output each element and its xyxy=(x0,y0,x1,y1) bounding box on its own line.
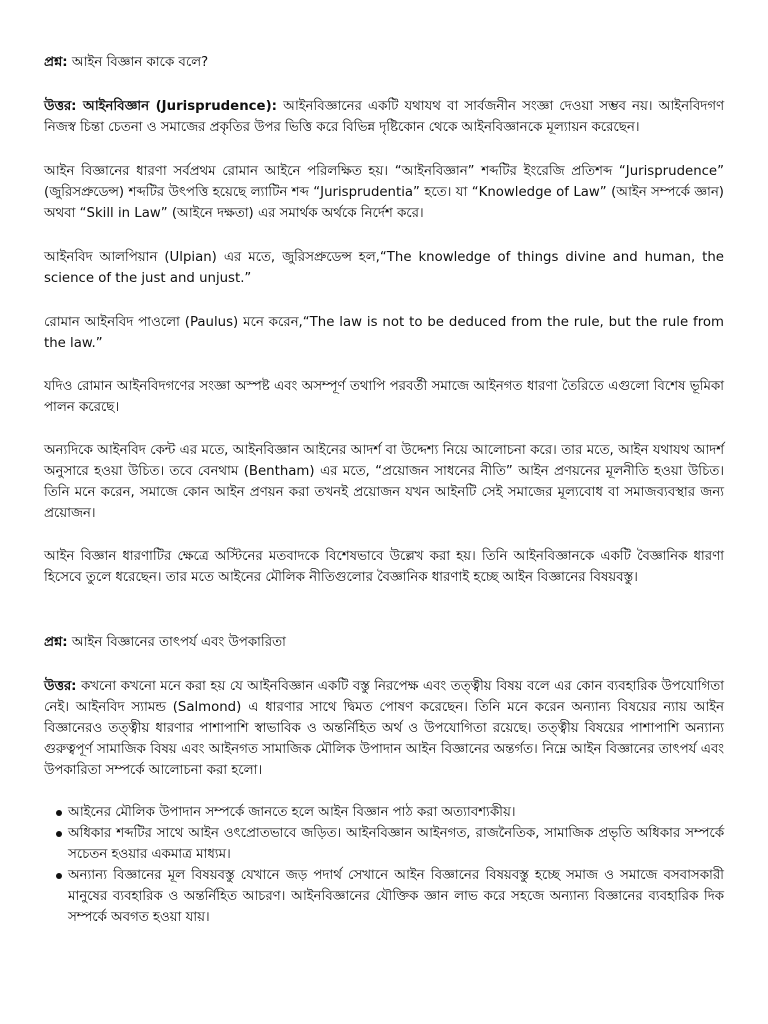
answer-1 xyxy=(44,96,724,138)
list-item: অন্যান্য বিজ্ঞানের মূল বিষয়বস্তু যেখানে জড় পদার্থ সেখানে আইন বিজ্ঞানের বিষয়বস্তু হচ্ছে সমাজ ও সমাজে বসবাসকারী মানুষের ব্যবহারিক ও অন্তর্নিহিত আচরণ। আইনবিজ্ঞানের যৌক্তিক জ্ঞান লাভ করে সহজে অন্যান্য বিজ্ঞানের ব্যবহারিক দিক সম্পর্কে অবগত হওয়া যায়। xyxy=(44,865,724,928)
question-2-text: আইন বিজ্ঞানের তাৎপর্য এবং উপকারিতা xyxy=(67,635,286,650)
answer-1-prefix: উত্তর: xyxy=(44,99,77,114)
answer-2-prefix: উত্তর: xyxy=(44,679,77,694)
answer-1-text: আইনবিজ্ঞানের একটি যথাযথ বা সার্বজনীন সংজ্ঞা দেওয়া সম্ভব নয়। আইনবিদগণ নিজস্ব চিন্তা চেতনা ও সমাজের প্রকৃতির উপর ভিত্তি করে বিভিন্ন দৃষ্টিকোন থেকে আইনবিজ্ঞানকে মূল্যায়ন করেছেন। xyxy=(44,99,724,135)
question-1 xyxy=(44,52,724,73)
answer-1-term: আইনবিজ্ঞান (Jurisprudence): xyxy=(76,99,277,114)
paragraph-austin: আইন বিজ্ঞান ধারণাটির ক্ষেত্রে অস্টিনের মতবাদকে বিশেষভাবে উল্লেখ করা হয়। তিনি আইনবিজ্ঞানকে একটি বৈজ্ঞানিক ধারণা হিসেবে তুলে ধরেছেন। তার মতে আইনের মৌলিক নীতিগুলোর বৈজ্ঞানিক ধারণাই হচ্ছে আইন বিজ্ঞানের বিষয়বস্তু। xyxy=(44,549,724,585)
paragraph-roman-jurists: যদিও রোমান আইনবিদগণের সংজ্ঞা অস্পষ্ট এবং অসম্পূর্ণ তথাপি পরবর্তী সমাজে আইনগত ধারণা তৈরিতে এগুলো বিশেষ ভূমিকা পালন করেছে। xyxy=(44,379,724,415)
bullet-list xyxy=(44,802,724,928)
question-2 xyxy=(44,632,724,653)
paragraph-kent-bentham: অন্যদিকে আইনবিদ কেন্ট এর মতে, আইনবিজ্ঞান আইনের আদর্শ বা উদ্দেশ্য নিয়ে আলোচনা করে। তার মতে, আইন যথাযথ আদর্শ অনুসারে হওয়া উচিত। তবে বেনথাম (Bentham) এর মতে, “প্রয়োজন সাধনের নীতি” আইন প্রণয়নের মূলনীতি হওয়া উচিত। তিনি মনে করেন, সমাজে কোন আইন প্রণয়ন করা তখনই প্রয়োজন যখন আইনটি সেই সমাজের মূল্যবোধ বা সমাজব্যবস্থার জন্য প্রয়োজন। xyxy=(44,443,724,521)
question-1-prefix: প্রশ্ন: xyxy=(44,55,68,70)
question-2-prefix: প্রশ্ন: xyxy=(44,635,68,650)
list-item: আইনের মৌলিক উপাদান সম্পর্কে জানতে হলে আইন বিজ্ঞান পাঠ করা অত্যাবশ্যকীয়। xyxy=(44,802,724,823)
list-item: অধিকার শব্দটির সাথে আইন ওৎপ্রোতভাবে জড়িত। আইনবিজ্ঞান আইনগত, রাজনৈতিক, সামাজিক প্রভৃতি অধিকার সম্পর্কে সচেতন হওয়ার একমাত্র মাধ্যম। xyxy=(44,823,724,865)
answer-2-text: কখনো কখনো মনে করা হয় যে আইনবিজ্ঞান একটি বস্তু নিরপেক্ষ এবং তত্ত্বীয় বিষয় বলে এর কোন ব্যবহারিক উপযোগিতা নেই। আইনবিদ স্যামন্ড (Salmond) এ ধারণার সাথে দ্বিমত পোষণ করেছেন। তিনি মনে করেন অন্যান্য বিষয়ের ন্যায় আইন বিজ্ঞানেরও তত্ত্বীয় ধারণার পাশাপাশি স্বাভাবিক ও অন্তর্নিহিত অর্থ ও উপযোগিতা রয়েছে। তত্ত্বীয় বিষয়ের পাশাপাশি অন্যান্য গুরুত্বপূর্ণ সামাজিক বিষয় এবং আইনগত সামাজিক মৌলিক উপাদান আইন বিজ্ঞানের অন্তর্গত। নিম্নে আইন বিজ্ঞানের তাৎপর্য এবং উপকারিতা সম্পর্কে আলোচনা করা হলো। xyxy=(44,679,724,778)
paragraph-paulus: রোমান আইনবিদ পাওলো (Paulus) মনে করেন,“The law is not to be deduced from the rule, but the rule from the law.” xyxy=(44,315,724,351)
paragraph-origin: আইন বিজ্ঞানের ধারণা সর্বপ্রথম রোমান আইনে পরিলক্ষিত হয়। “আইনবিজ্ঞান” শব্দটির ইংরেজি প্রতিশব্দ “Jurisprudence” (জুরিসপ্রুডেন্স) শব্দটির উৎপত্তি হয়েছে ল্যাটিন শব্দ “Jurisprudentia” হতে। যা “Knowledge of Law” (আইন সম্পর্কে জ্ঞান) অথবা “Skill in Law” (আইনে দক্ষতা) এর সমার্থক অর্থকে নির্দেশ করে। xyxy=(44,164,724,221)
question-1-text: আইন বিজ্ঞান কাকে বলে? xyxy=(67,55,209,70)
paragraph-ulpian: আইনবিদ আলপিয়ান (Ulpian) এর মতে, জুরিসপ্রুডেন্স হল,“The knowledge of things divine and human, the science of the just and unjust.” xyxy=(44,250,724,286)
answer-2 xyxy=(44,676,724,781)
